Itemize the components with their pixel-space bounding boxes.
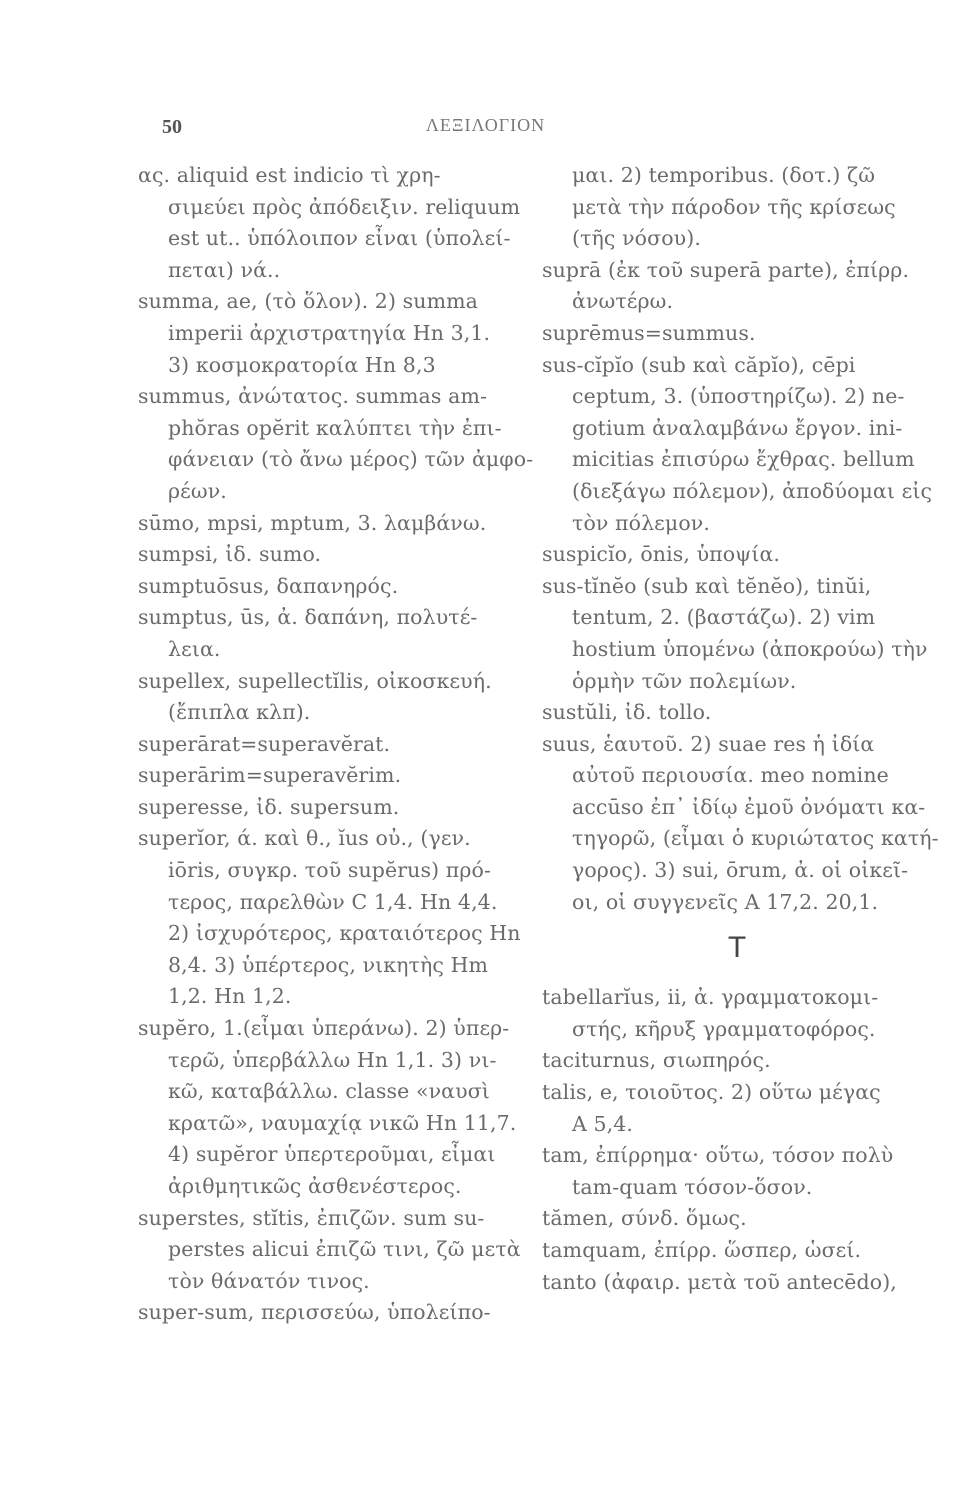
entry-line: σιμεύει πρὸς ἀπόδειξιν. reliquum xyxy=(168,194,521,219)
entry-line: sustŭli, ἰδ. tollo. xyxy=(542,700,712,725)
entry-line: sumptuōsus, δαπανηρός. xyxy=(138,573,399,598)
entry-line: ὁρμὴν τῶν πολεμίων. xyxy=(572,668,797,693)
entry-line: suprēmus=summus. xyxy=(542,320,756,345)
entry-line: summa, ae, (τὸ ὅλον). 2) summa xyxy=(138,289,478,314)
entry-line: accūso ἐπ᾽ ἰδίῳ ἐμοῦ ὀνόματι κα- xyxy=(572,794,926,819)
entry-line: 8,4. 3) ὑπέρτερος, νικητὴς Hm xyxy=(168,952,489,977)
entry-line: ας. aliquid est indicio τὶ χρη- xyxy=(138,163,441,187)
entry-line: summus, ἀνώτατος. summas am- xyxy=(138,384,488,409)
entry-line: γορος). 3) sui, ōrum, ἀ. οἱ οἰκεῖ- xyxy=(572,858,909,883)
entry-line: τηγορῶ, (εἶμαι ὁ κυριώτατος κατή- xyxy=(572,826,939,851)
entry-line: hostium ὑπομένω (ἀποκρούω) τὴν xyxy=(572,636,928,661)
left-column xyxy=(138,160,534,1329)
section-letter-heading: T xyxy=(727,931,747,965)
spacer xyxy=(542,974,932,982)
entry-line: tentum, 2. (βαστάζω). 2) vim xyxy=(572,605,876,630)
entry-line: τερος, παρελθὼν C 1,4. Hn 4,4. xyxy=(168,889,498,914)
entry-line: tamquam, ἐπίρρ. ὥσπερ, ὡσεί. xyxy=(542,1238,862,1262)
entry-line: micitias ἐπισύρω ἔχθρας. bellum xyxy=(572,447,915,472)
entry-line: 4) supĕror ὑπερτεροῦμαι, εἶμαι xyxy=(168,1142,496,1167)
entry-line: superesse, ἰδ. supersum. xyxy=(138,794,400,819)
entry-line: τὸν πόλεμον. xyxy=(572,510,710,535)
entry-line: sumptus, ūs, ἀ. δαπάνη, πολυτέ- xyxy=(138,605,478,630)
page-number: 50 xyxy=(162,116,182,138)
entry-line: suprā (ἐκ τοῦ superā parte), ἐπίρρ. xyxy=(542,257,910,282)
entry-line: λεια. xyxy=(168,636,221,661)
entry-line: phŏras opĕrit καλύπτει τὴν ἐπι- xyxy=(168,415,502,440)
entry-line: ἀριθμητικῶς ἀσθενέστερος. xyxy=(168,1174,462,1198)
entry-line: A 5,4. xyxy=(572,1111,634,1136)
entry-line: supellex, supellectĭlis, οἰκοσκευή. xyxy=(138,668,492,693)
entry-line: φάνειαν (τὸ ἄνω μέρος) τῶν ἀμφο- xyxy=(168,447,534,472)
entry-line: (ἔπιπλα κλπ). xyxy=(168,700,311,725)
entry-line: iōris, συγκρ. τοῦ supĕrus) πρό- xyxy=(168,858,491,883)
entry-line: taciturnus, σιωπηρός. xyxy=(542,1048,771,1073)
entry-line: suus, ἑαυτοῦ. 2) suae res ἡ ἰδία xyxy=(542,731,875,756)
entry-line: (τῆς νόσου). xyxy=(572,226,701,251)
entry-line: tanto (ἀφαιρ. μετὰ τοῦ antecēdo), xyxy=(542,1269,897,1294)
entry-line: τὸν θάνατόν τινος. xyxy=(168,1268,370,1293)
entry-line: sumpsi, ἰδ. sumo. xyxy=(138,542,322,567)
entry-line: sūmo, mpsi, mptum, 3. λαμβάνω. xyxy=(138,510,487,535)
entry-line: κρατῶ», ναυμαχίᾳ νικῶ Hn 11,7. xyxy=(168,1110,517,1135)
entry-line: ceptum, 3. (ὑποστηρίζω). 2) ne- xyxy=(572,384,905,409)
entry-line: gotium ἀναλαμβάνω ἔργον. ini- xyxy=(572,415,903,440)
entry-line: ρέων. xyxy=(168,478,227,503)
entry-line: superstes, stĭtis, ἐπιζῶν. sum su- xyxy=(138,1205,485,1230)
entry-line: supĕro, 1.(εἶμαι ὑπεράνω). 2) ὑπερ- xyxy=(138,1016,510,1041)
entry-line: 2) ἰσχυρότερος, κραταιότερος Hn xyxy=(168,921,521,946)
entry-line: talis, e, τοιοῦτος. 2) οὕτω μέγας xyxy=(542,1080,881,1105)
entry-line: ἀνωτέρω. xyxy=(572,289,674,314)
entry-line: sus-cĭpĭo (sub καὶ căpĭo), cēpi xyxy=(542,352,856,377)
entry-line: est ut.. ὑπόλοιπον εἶναι (ὑπολεί- xyxy=(168,226,511,251)
entry-line: 3) κοσμοκρατορία Hn 8,3 xyxy=(168,352,436,377)
entry-line: superārim=superavĕrim. xyxy=(138,763,402,788)
entry-line: μαι. 2) temporibus. (δοτ.) ζῶ xyxy=(572,163,876,187)
running-title: ΛΕΞΙΛΟΓΙΟΝ xyxy=(425,115,546,135)
entry-line: perstes alicui ἐπιζῶ τινι, ζῶ μετὰ xyxy=(168,1237,521,1262)
entry-line: τερῶ, ὑπερβάλλω Hn 1,1. 3) νι- xyxy=(168,1047,497,1072)
entry-line: αὐτοῦ περιουσία. meo nomine xyxy=(572,763,889,788)
entry-line: sus-tĭnĕo (sub καὶ tĕnĕo), tinŭi, xyxy=(542,573,872,598)
entry-line: (διεξάγω πόλεμον), ἀποδύομαι εἰς xyxy=(572,478,933,503)
entry-line: superĭor, ά. καὶ θ., ĭus οὐ., (γεν. xyxy=(138,826,471,851)
entry-line: superārat=superavĕrat. xyxy=(138,731,391,756)
right-column xyxy=(542,160,939,1298)
entry-line: οι, οἱ συγγενεῖς A 17,2. 20,1. xyxy=(572,889,879,914)
entry-line: tabellarĭus, ii, ἀ. γραμματοκομι- xyxy=(542,985,879,1010)
entry-line: super-sum, περισσεύω, ὑπολείπο- xyxy=(138,1300,491,1325)
entry-line: tam, ἐπίρρημα· οὕτω, τόσον πολὺ xyxy=(542,1143,894,1168)
entry-line: κῶ, καταβάλλω. classe «ναυσὶ xyxy=(168,1079,490,1104)
entry-line: suspicĭo, ōnis, ὑποψία. xyxy=(542,542,781,567)
entry-line: μετὰ τὴν πάροδον τῆς κρίσεως xyxy=(572,194,896,219)
entry-line: στής, κῆρυξ γραμματοφόρος. xyxy=(572,1016,876,1041)
entry-line: 1,2. Hn 1,2. xyxy=(168,984,292,1009)
entry-line: πεται) νά.. xyxy=(168,257,281,282)
entry-line: tam-quam τόσον-ὅσον. xyxy=(572,1174,813,1199)
entry-line: imperii ἀρχιστρατηγία Hn 3,1. xyxy=(168,320,491,345)
entry-line: tămen, σύνδ. ὅμως. xyxy=(542,1206,747,1231)
